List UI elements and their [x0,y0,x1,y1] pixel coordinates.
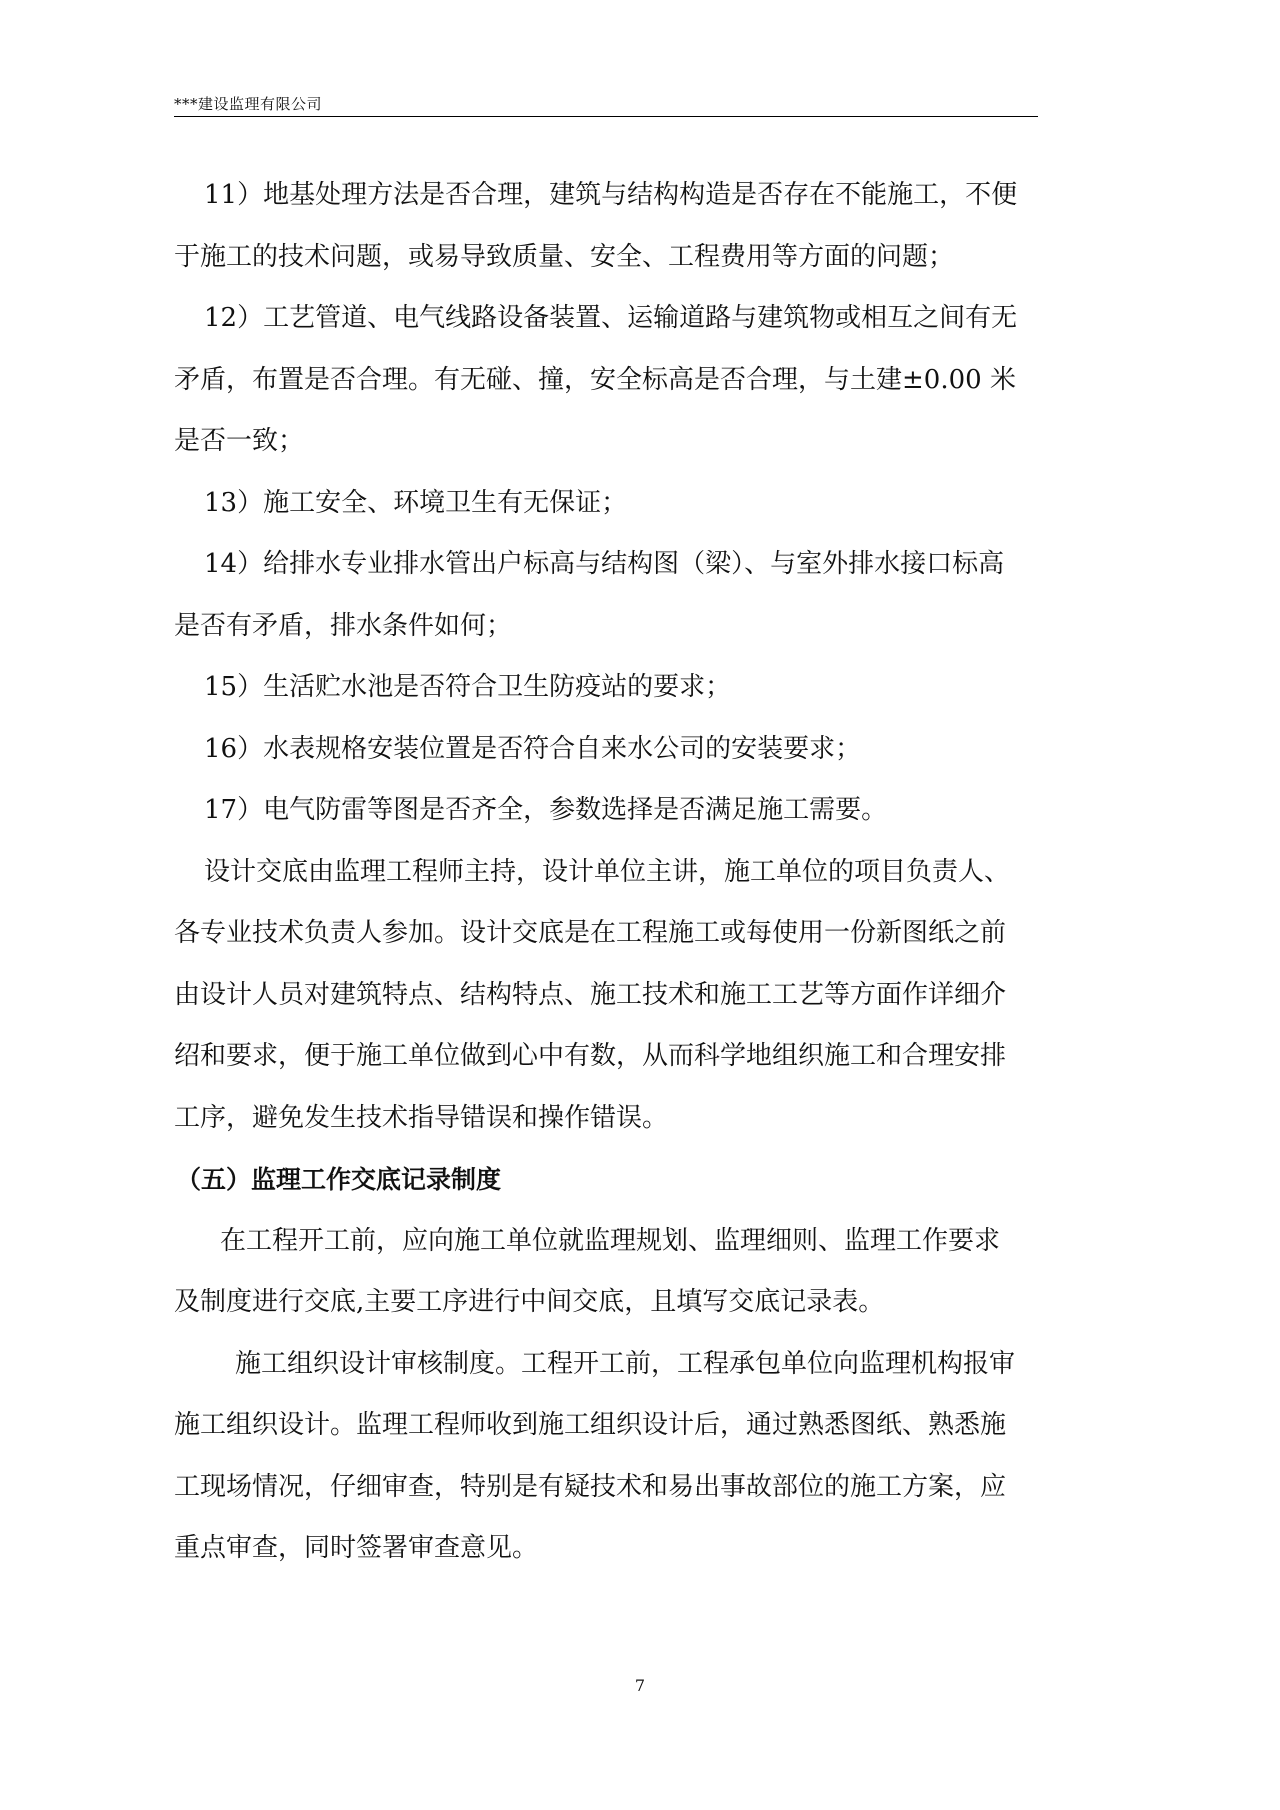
section-para-1-line-2: 及制度进行交底,主要工序进行中间交底，且填写交底记录表。 [174,1287,885,1317]
section-para-2-line-2: 施工组织设计。监理工程师收到施工组织设计后，通过熟悉图纸、熟悉施 [174,1410,1007,1440]
item-14-line-1: 14）给排水专业排水管出户标高与结构图（梁）、与室外排水接口标高 [204,549,1005,579]
design-briefing-line-4: 绍和要求，便于施工单位做到心中有数，从而科学地组织施工和合理安排 [174,1041,1007,1071]
company-name: ***建设监理有限公司 [174,95,323,113]
item-12-line-2: 矛盾，布置是否合理。有无碰、撞，安全标高是否合理，与土建±0.00 米 [174,364,1016,395]
section-para-2-line-4: 重点审查，同时签署审查意见。 [174,1533,539,1563]
design-briefing-line-3: 由设计人员对建筑特点、结构特点、施工技术和施工工艺等方面作详细介 [174,979,1007,1010]
section-para-1-line-1: 在工程开工前，应向施工单位就监理规划、监理细则、监理工作要求 [220,1225,1001,1256]
item-14-line-2: 是否有矛盾，排水条件如何； [174,610,513,641]
section-para-2-line-3: 工现场情况，仔细审查，特别是有疑技术和易出事故部位的施工方案，应 [174,1471,1007,1502]
item-16: 16）水表规格安装位置是否符合自来水公司的安装要求； [204,733,862,764]
section-para-2-line-1: 施工组织设计审核制度。工程开工前，工程承包单位向监理机构报审 [235,1348,1016,1379]
design-briefing-line-5: 工序，避免发生技术指导错误和操作错误。 [174,1102,669,1133]
design-briefing-line-2: 各专业技术负责人参加。设计交底是在工程施工或每使用一份新图纸之前 [174,918,1007,948]
page-header [174,90,1038,117]
item-13: 13）施工安全、环境卫生有无保证； [204,487,628,518]
item-15: 15）生活贮水池是否符合卫生防疫站的要求； [204,672,732,702]
item-17: 17）电气防雷等图是否齐全，参数选择是否满足施工需要。 [204,795,888,825]
section-heading: （五）监理工作交底记录制度 [176,1165,502,1194]
item-12-line-3: 是否一致； [174,426,305,456]
item-11-line-1: 11）地基处理方法是否合理，建筑与结构构造是否存在不能施工，不便 [204,180,1018,210]
design-briefing-line-1: 设计交底由监理工程师主持，设计单位主讲，施工单位的项目负责人、 [204,856,1011,887]
item-11-line-2: 于施工的技术问题，或易导致质量、安全、工程费用等方面的问题； [174,241,955,272]
item-12-line-1: 12）工艺管道、电气线路设备装置、运输道路与建筑物或相互之间有无 [204,303,1018,333]
document-body [174,165,1119,1580]
page-number: 7 [634,1676,646,1695]
